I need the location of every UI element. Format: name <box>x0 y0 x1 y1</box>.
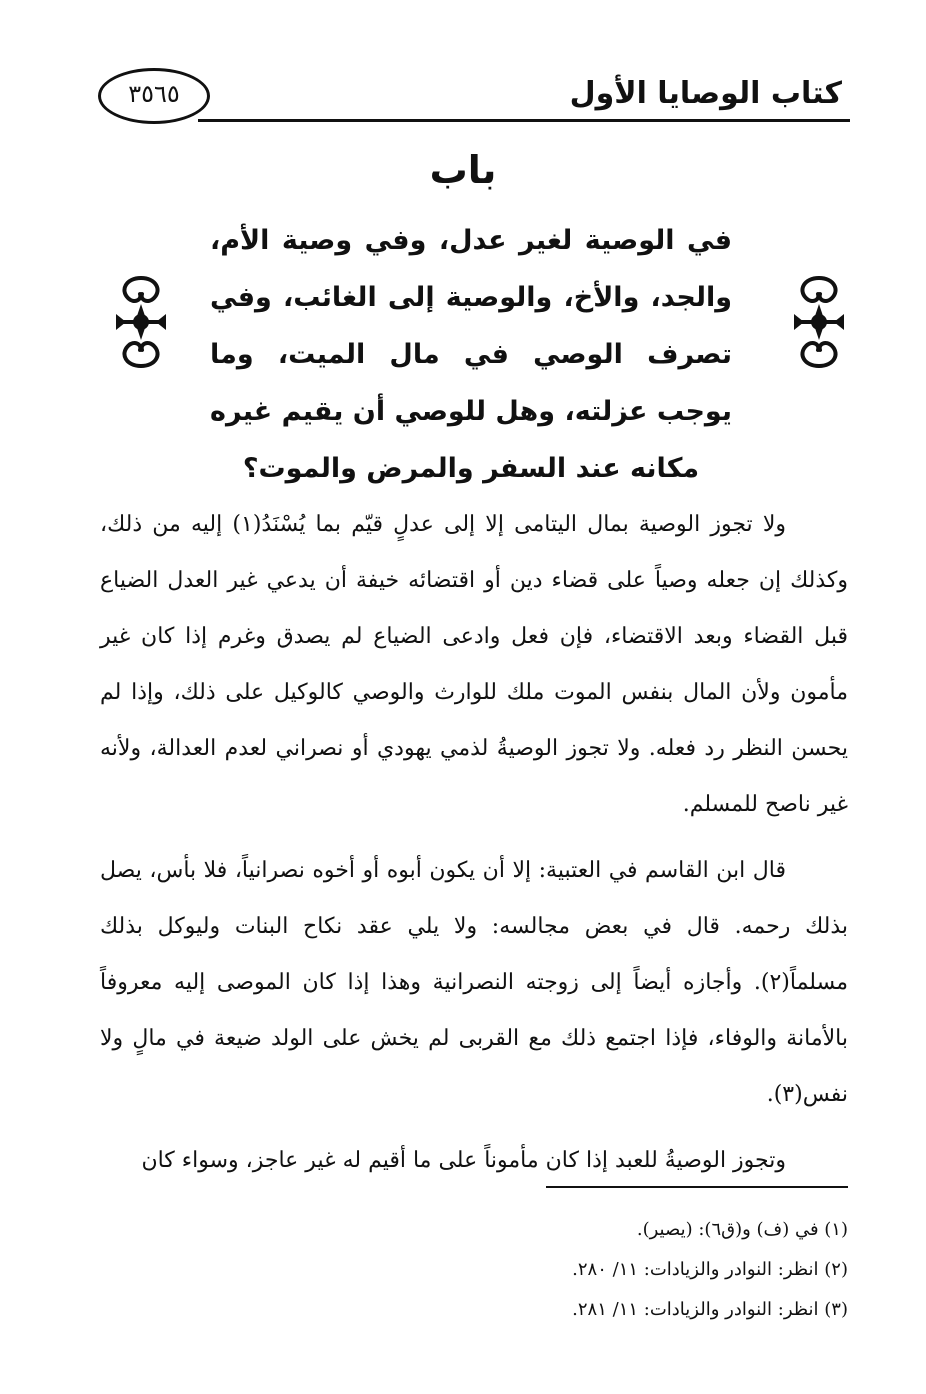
page-header <box>98 64 850 130</box>
chapter-subtitle: في الوصية لغير عدل، وفي وصية الأم، والجد، والأخ، والوصية إلى الغائب، وفي تصرف الوصي في مال الميت، وما يوجب عزلته، وهل للوصي أن يقيم غيره مكانه عند السفر والمرض والموت؟ <box>210 225 732 484</box>
chapter-title: باب <box>429 148 497 192</box>
header-rule <box>198 119 850 122</box>
page-number: ٣٥٦٥ <box>128 80 180 108</box>
footnote: (١) في (ف) و(ق٦): (يصير). <box>636 1219 848 1240</box>
footnote-separator <box>546 1186 848 1188</box>
footnote: (٢) انظر: النوادر والزيادات: ١١/ ٢٨٠. <box>572 1259 848 1280</box>
body-text <box>100 497 848 1199</box>
paragraph: قال ابن القاسم في العتبية: إلا أن يكون أبوه أو أخوه نصرانياً، فلا بأس، يصل بذلك رحمه. قال في بعض مجالسه: ولا يلي عقد نكاح البنات وليوكل بذلك مسلماً(٢). وأجازه أيضاً إلى زوجته النصرانية وهذا إذا كان الموصى إليه معروفاً بالأمانة والوفاء، فإذا اجتمع ذلك مع القربى لم يخش على الولد ضيعة في مالٍ ولا نفس(٣). <box>100 858 848 1107</box>
paragraph: وتجوز الوصيةُ للعبد إذا كان مأموناً على ما أقيم له غير عاجز، وسواء كان <box>141 1148 786 1173</box>
footnote: (٣) انظر: النوادر والزيادات: ١١/ ٢٨١. <box>572 1299 848 1320</box>
footnotes <box>330 1210 848 1330</box>
running-title: كتاب الوصايا الأول <box>569 76 842 111</box>
floral-ornament-icon <box>112 274 170 370</box>
floral-ornament-icon <box>790 274 848 370</box>
paragraph: ولا تجوز الوصية بمال اليتامى إلا إلى عدلٍ قيّم بما يُسْنَدُ(١) إليه من ذلك، وكذلك إن جعله وصياً على قضاء دين أو اقتضائه خيفة أن يدعي غير العدل الضياع قبل القضاء وبعد الاقتضاء، فإن فعل وادعى الضياع لم يصدق وغرم إذا كان غير مأمون ولأن المال بنفس الموت ملك للوارث والوصي كالوكيل على ذلك، وإذا لم يحسن النظر رد فعله. ولا تجوز الوصيةُ لذمي يهودي أو نصراني لعدم العدالة، ولأنه غير ناصح للمسلم. <box>100 512 848 817</box>
